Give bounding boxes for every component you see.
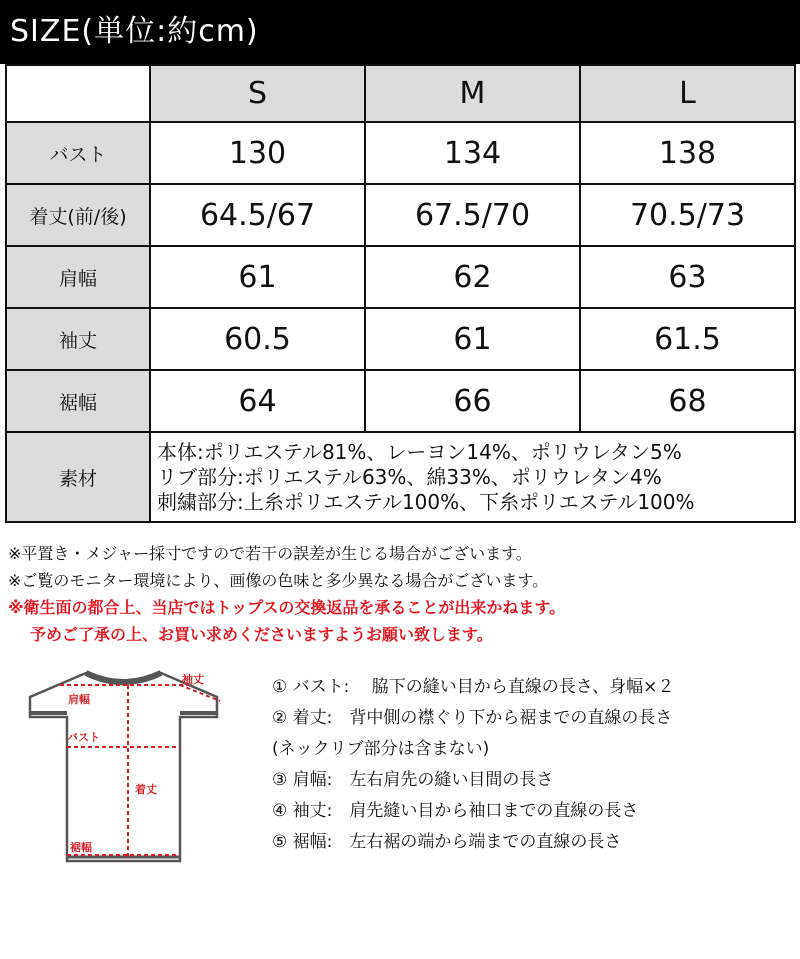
table-cell: 70.5/73 [580, 184, 795, 246]
size-header-s: S [150, 65, 365, 122]
table-cell: 61 [365, 308, 580, 370]
legend-item-sleeve: ④ 袖丈: 肩先縫い目から袖口までの直線の長さ [272, 801, 639, 821]
note-measurement: ※平置き・メジャー採寸ですので若干の誤差が生じる場合がございます。 [8, 544, 532, 563]
diagram-label-bust: バスト [67, 731, 100, 744]
table-row-bust [6, 122, 795, 184]
table-cell: 64.5/67 [150, 184, 365, 246]
row-label-shoulder: 肩幅 [6, 246, 150, 308]
size-header-l: L [580, 65, 795, 122]
table-cell: 68 [580, 370, 795, 432]
table-cell: 66 [365, 370, 580, 432]
legend-item-length: ② 着丈: 背中側の襟ぐり下から裾までの直線の長さ [272, 708, 673, 728]
diagram-label-length: 着丈 [135, 783, 157, 796]
size-table [5, 64, 796, 523]
table-cell: 60.5 [150, 308, 365, 370]
tshirt-collar [86, 673, 161, 682]
measurement-legend [272, 672, 792, 858]
table-cell: 63 [580, 246, 795, 308]
diagram-label-sleeve: 袖丈 [182, 673, 204, 686]
size-header-m: M [365, 65, 580, 122]
table-cell: 134 [365, 122, 580, 184]
material-cell [150, 432, 795, 522]
legend-item-length-note: (ネックリブ部分は含まない) [272, 739, 490, 759]
table-cell: 138 [580, 122, 795, 184]
table-row-sleeve [6, 308, 795, 370]
table-cell: 62 [365, 246, 580, 308]
material-line-embroidery: 刺繍部分:上糸ポリエステル100%、下糸ポリエステル100% [157, 489, 695, 514]
legend-item-hem: ⑤ 裾幅: 左右裾の端から端までの直線の長さ [272, 832, 622, 852]
table-cell: 61 [150, 246, 365, 308]
table-row-length [6, 184, 795, 246]
diagram-label-hem: 裾幅 [70, 841, 92, 854]
table-cell: 64 [150, 370, 365, 432]
legend-item-shoulder: ③ 肩幅: 左右肩先の縫い目間の長さ [272, 770, 554, 790]
note-monitor: ※ご覧のモニター環境により、画像の色味と多少異なる場合がございます。 [8, 571, 549, 590]
tshirt-illustration [20, 665, 235, 870]
size-header-row [6, 65, 795, 122]
legend-item-bust: ① バスト: 脇下の縫い目から直線の長さ、身幅×２ [272, 677, 675, 697]
tshirt-outline [30, 673, 217, 861]
material-line-body: 本体:ポリエステル81%、レーヨン14%、ポリウレタン5% [157, 439, 682, 464]
table-cell: 61.5 [580, 308, 795, 370]
row-label-sleeve: 袖丈 [6, 308, 150, 370]
note-no-returns: ※衛生面の都合上、当店ではトップスの交換返品を承ることが出来かねます。 [8, 598, 566, 617]
table-row-hem [6, 370, 795, 432]
table-cell: 67.5/70 [365, 184, 580, 246]
row-label-length: 着丈(前/後) [6, 184, 150, 246]
notes [8, 540, 798, 648]
row-label-bust: バスト [6, 122, 150, 184]
diagram-label-shoulder: 肩幅 [68, 693, 90, 706]
page-title: SIZE(単位:約cm) [0, 0, 800, 64]
table-row-shoulder [6, 246, 795, 308]
table-cell: 130 [150, 122, 365, 184]
tshirt-measurement-diagram [20, 665, 235, 870]
row-label-hem: 裾幅 [6, 370, 150, 432]
material-line-rib: リブ部分:ポリエステル63%、綿33%、ポリウレタン4% [157, 464, 662, 489]
row-label-material: 素材 [6, 432, 150, 522]
note-acknowledge: 予めご了承の上、お買い求めくださいますようお願い致します。 [30, 625, 493, 644]
table-row-material [6, 432, 795, 522]
table-corner-cell [6, 65, 150, 122]
